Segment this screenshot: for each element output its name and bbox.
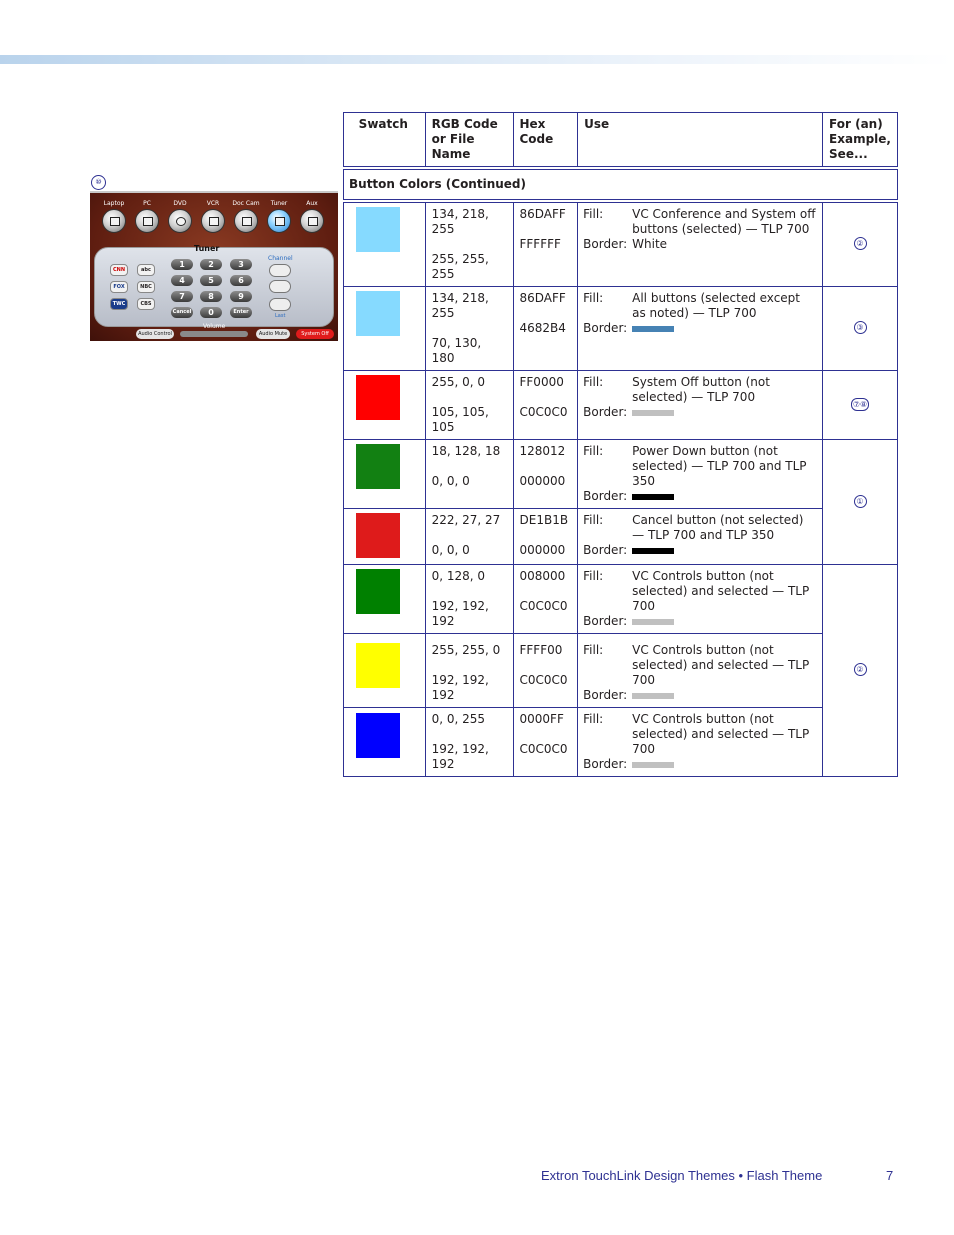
hex-border: C0C0C0 (519, 599, 568, 613)
volume-label: Volume (203, 323, 226, 330)
swatch-cell (344, 509, 426, 565)
use-text: All buttons (selected except as noted) — TLP 700 (632, 291, 800, 320)
hex-cell (513, 565, 578, 634)
hex-border: C0C0C0 (519, 742, 568, 756)
use-cell (578, 203, 823, 287)
pc-source-button[interactable] (135, 209, 159, 233)
border-label: Border: (583, 688, 628, 702)
use-text: Power Down button (not selected) — TLP 700 and TLP 350 (632, 444, 807, 488)
border-label: Border: (583, 543, 628, 557)
fox-logo-button[interactable]: FOX (110, 281, 128, 293)
nbc-logo-button[interactable]: NBC (137, 281, 155, 293)
hex-cell (513, 708, 578, 777)
use-text: VC Controls button (not selected) and selected — TLP 700 (632, 569, 810, 613)
hex-cell (513, 509, 578, 565)
key-1[interactable]: 1 (171, 259, 193, 270)
hex-fill: 008000 (519, 569, 566, 583)
header-swatch: Swatch (344, 113, 426, 167)
border-color-swatch (632, 548, 674, 554)
use-text: Cancel button (not selected) — TLP 700 and TLP 350 (632, 513, 804, 542)
audio-control-button[interactable]: Audio Control (136, 329, 174, 339)
key-0[interactable]: 0 (200, 307, 222, 318)
channel-down-button[interactable] (269, 280, 291, 293)
hex-border: 000000 (519, 543, 566, 557)
key-9[interactable]: 9 (230, 291, 252, 302)
footer-title: Extron TouchLink Design Themes • Flash Theme (541, 1168, 823, 1183)
key-3[interactable]: 3 (230, 259, 252, 270)
rgb-cell (425, 509, 513, 565)
use-text: VC Controls button (not selected) and selected — TLP 700 (632, 712, 810, 756)
abc-logo-button[interactable]: abc (137, 264, 155, 276)
hex-fill: 86DAFF (519, 207, 566, 221)
cbs-logo-button[interactable]: CBS (137, 298, 155, 310)
rgb-fill: 18, 128, 18 (431, 444, 501, 458)
example-cell (823, 371, 898, 440)
tuner-title: Tuner (194, 244, 220, 253)
button-colors-table (343, 112, 898, 777)
use-cell (578, 634, 823, 708)
swatch-cell (344, 440, 426, 509)
rgb-cell (425, 708, 513, 777)
use-cell (578, 509, 823, 565)
source-label-doc-cam: Doc Cam (232, 200, 260, 207)
table-row (344, 634, 898, 708)
fill-label: Fill: (583, 712, 604, 726)
use-cell (578, 565, 823, 634)
border-color-swatch (632, 619, 674, 625)
border-label: Border: (583, 237, 628, 251)
rgb-border: 192, 192, 192 (431, 673, 489, 702)
use-text: VC Conference and System off buttons (selected) — TLP 700 (632, 207, 816, 236)
fill-label: Fill: (583, 291, 604, 305)
example-ref[interactable]: ③ (854, 321, 867, 334)
laptop-icon (110, 217, 120, 226)
border-text: White (632, 237, 668, 251)
table-row (344, 203, 898, 287)
hex-cell (513, 287, 578, 371)
tape-icon (209, 217, 219, 226)
hex-border: 4682B4 (519, 321, 566, 335)
rgb-cell (425, 440, 513, 509)
example-ref[interactable]: ② (854, 237, 867, 250)
fill-label: Fill: (583, 444, 604, 458)
cnn-logo-button[interactable]: CNN (110, 264, 128, 276)
color-swatch (356, 713, 400, 758)
fill-label: Fill: (583, 207, 604, 221)
color-swatch (356, 291, 400, 336)
key-6[interactable]: 6 (230, 275, 252, 286)
hex-fill: DE1B1B (519, 513, 569, 527)
system-off-button[interactable]: System Off (296, 329, 334, 339)
tuner-icon (275, 217, 285, 226)
border-color-swatch (632, 693, 674, 699)
rgb-fill: 0, 128, 0 (431, 569, 486, 583)
last-label: Last (275, 313, 286, 319)
rgb-border: 0, 0, 0 (431, 543, 470, 557)
border-label: Border: (583, 614, 628, 628)
color-swatch (356, 444, 400, 489)
tuner-panel-figure (90, 191, 338, 341)
hex-border: C0C0C0 (519, 673, 568, 687)
key-8[interactable]: 8 (200, 291, 222, 302)
audio-mute-button[interactable]: Audio Mute (256, 329, 290, 339)
rgb-border: 192, 192, 192 (431, 742, 489, 771)
border-color-swatch (632, 410, 674, 416)
laptop-source-button[interactable] (102, 209, 126, 233)
swatch-cell (344, 287, 426, 371)
swatch-cell (344, 634, 426, 708)
hex-fill: FF0000 (519, 375, 564, 389)
hex-cell (513, 634, 578, 708)
cancel-key[interactable]: Cancel (171, 307, 193, 318)
rgb-border: 105, 105, 105 (431, 405, 489, 434)
section-row (344, 170, 898, 200)
color-swatch (356, 643, 400, 688)
swatch-cell (344, 708, 426, 777)
rgb-cell (425, 287, 513, 371)
example-cell (823, 565, 898, 777)
rgb-cell (425, 565, 513, 634)
channel-up-button[interactable] (269, 264, 291, 277)
source-label-tuner: Tuner (270, 200, 288, 207)
key-4[interactable]: 4 (171, 275, 193, 286)
table-row (344, 440, 898, 509)
source-label-pc: PC (143, 200, 151, 207)
header-hex: Hex Code (513, 113, 578, 167)
table-row (344, 287, 898, 371)
color-swatch (356, 207, 400, 252)
hex-cell (513, 440, 578, 509)
rgb-border: 0, 0, 0 (431, 474, 470, 488)
border-label: Border: (583, 405, 628, 419)
border-color-swatch (632, 762, 674, 768)
hex-border: C0C0C0 (519, 405, 568, 419)
key-7[interactable]: 7 (171, 291, 193, 302)
aux-device-icon (308, 217, 318, 226)
example-ref[interactable]: ⑦⑧ (852, 399, 868, 409)
header-use: Use (578, 113, 823, 167)
source-label-laptop: Laptop (103, 200, 125, 207)
channel-label: Channel (268, 255, 293, 262)
aux-source-button[interactable] (300, 209, 324, 233)
hex-fill: 86DAFF (519, 291, 566, 305)
table-row (344, 509, 898, 565)
fill-label: Fill: (583, 375, 604, 389)
rgb-fill: 255, 255, 0 (431, 643, 501, 657)
source-label-vcr: VCR (206, 200, 220, 207)
table-row (344, 371, 898, 440)
hex-fill: 0000FF (519, 712, 564, 726)
tuner-source-button[interactable] (267, 209, 291, 233)
example-cell (823, 203, 898, 287)
use-text: System Off button (not selected) — TLP 700 (632, 375, 770, 404)
rgb-cell (425, 634, 513, 708)
hex-border: FFFFFF (519, 237, 561, 251)
header-example: For (an) Example, See... (823, 113, 898, 167)
volume-slider[interactable] (180, 331, 248, 337)
swatch-cell (344, 565, 426, 634)
swatch-cell (344, 371, 426, 440)
section-title: Button Colors (Continued) (344, 170, 898, 200)
example-ref[interactable]: ① (854, 495, 867, 508)
color-swatch (356, 375, 400, 420)
rgb-fill: 0, 0, 255 (431, 712, 486, 726)
table-row (344, 565, 898, 634)
rgb-fill: 134, 218, 255 (431, 291, 489, 320)
vcr-source-button[interactable] (201, 209, 225, 233)
hex-border: 000000 (519, 474, 566, 488)
border-color-swatch (632, 494, 674, 500)
example-cell (823, 440, 898, 565)
rgb-cell (425, 371, 513, 440)
color-swatch (356, 569, 400, 614)
swatch-cell (344, 203, 426, 287)
table-header-row (344, 113, 898, 167)
disc-icon (176, 217, 186, 226)
header-rgb: RGB Code or File Name (425, 113, 513, 167)
weather-logo-button[interactable]: TWC (110, 298, 128, 310)
use-cell (578, 440, 823, 509)
hex-cell (513, 203, 578, 287)
hex-fill: FFFF00 (519, 643, 563, 657)
enter-key[interactable]: Enter (230, 307, 252, 318)
header-gradient-bar (0, 55, 954, 64)
rgb-border: 192, 192, 192 (431, 599, 489, 628)
border-color-swatch (632, 326, 674, 332)
rgb-fill: 222, 27, 27 (431, 513, 501, 527)
use-cell (578, 371, 823, 440)
monitor-icon (143, 217, 153, 226)
color-swatch (356, 513, 400, 558)
table-row (344, 708, 898, 777)
example-ref[interactable]: ② (854, 663, 867, 676)
fill-label: Fill: (583, 513, 604, 527)
source-label-dvd: DVD (173, 200, 187, 207)
source-label-aux: Aux (306, 200, 318, 207)
border-label: Border: (583, 757, 628, 771)
rgb-border: 255, 255, 255 (431, 252, 489, 281)
border-label: Border: (583, 489, 628, 503)
use-text: VC Controls button (not selected) and selected — TLP 700 (632, 643, 810, 687)
rgb-fill: 255, 0, 0 (431, 375, 486, 389)
fill-label: Fill: (583, 643, 604, 657)
last-channel-button[interactable] (269, 298, 291, 311)
fill-label: Fill: (583, 569, 604, 583)
hex-fill: 128012 (519, 444, 566, 458)
use-cell (578, 287, 823, 371)
rgb-fill: 134, 218, 255 (431, 207, 489, 236)
doc-cam-source-button[interactable] (234, 209, 258, 233)
hex-cell (513, 371, 578, 440)
rgb-border: 70, 130, 180 (431, 336, 482, 365)
page-number: 7 (886, 1168, 894, 1183)
rgb-cell (425, 203, 513, 287)
key-5[interactable]: 5 (200, 275, 222, 286)
border-label: Border: (583, 321, 628, 335)
example-cell (823, 287, 898, 371)
figure-callout: ⑩ (91, 175, 106, 190)
dvd-source-button[interactable] (168, 209, 192, 233)
use-cell (578, 708, 823, 777)
key-2[interactable]: 2 (200, 259, 222, 270)
document-camera-icon (242, 217, 252, 226)
